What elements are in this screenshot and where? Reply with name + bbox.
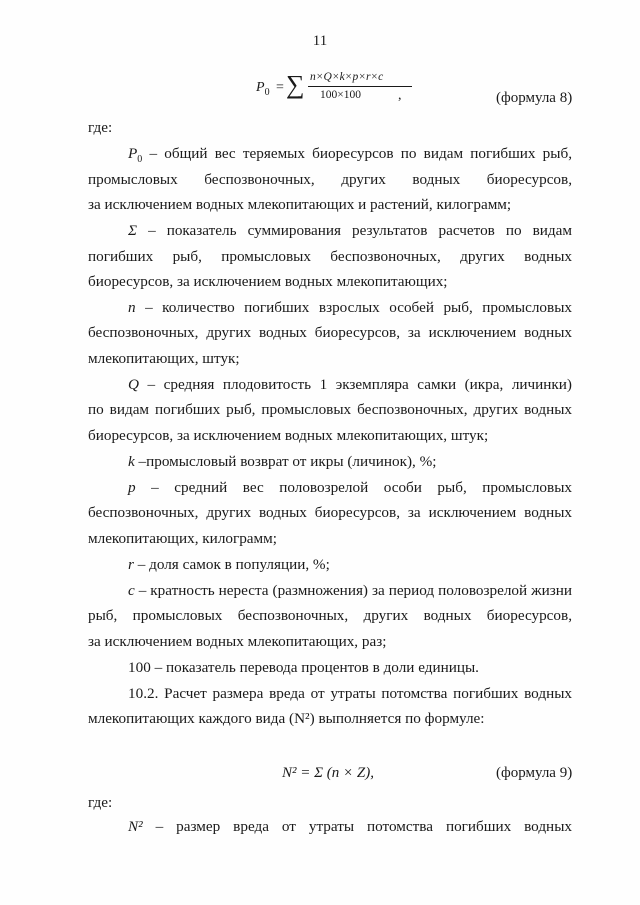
def-p: p – средний вес половозрелой особи рыб, промысловых <box>128 479 572 496</box>
formula-8-denominator: 100×100 <box>320 89 361 101</box>
def-n: n – количество погибших взрослых особей рыб, промысловых <box>128 299 572 316</box>
formula-8 <box>252 66 412 110</box>
formula-8-fraction-bar <box>308 86 412 87</box>
formula-9-tag: (формула 9) <box>496 765 573 781</box>
formula-8-comma: , <box>398 88 402 103</box>
formula-8-lhs: $P_0$ <box>256 80 270 98</box>
def-p0: $P_0$ – общий вес теряемых биоресурсов по видам погибших рыб, <box>128 145 572 166</box>
text-line: за исключением водных млекопитающих, раз; <box>88 633 387 650</box>
text-line: млекопитающих, штук; <box>88 350 240 367</box>
text-line: биоресурсов, за исключением водных млекопитающих, штук; <box>88 427 489 444</box>
def-c: c – кратность нереста (размножения) за период половозрелой жизни <box>128 582 572 599</box>
text-line: погибших рыб, промысловых беспозвоночных, других водных <box>88 248 572 265</box>
text-line: по видам погибших рыб, промысловых беспозвоночных, других водных <box>88 401 572 418</box>
page-number: 11 <box>312 33 328 49</box>
where-label-1: где: <box>88 119 113 136</box>
text-line: за исключением водных млекопитающих и растений, килограмм; <box>88 196 512 213</box>
formula-8-tag: (формула 8) <box>496 90 573 106</box>
formula-8-numerator: n×Q×k×p×r×c <box>310 71 384 83</box>
def-100: 100 – показатель перевода процентов в доли единицы. <box>128 659 479 676</box>
text-line: беспозвоночных, других водных биоресурсов, за исключением водных <box>88 504 572 521</box>
text-line: биоресурсов, за исключением водных млекопитающих; <box>88 273 448 290</box>
def-q: Q – средняя плодовитость 1 экземпляра самки (икра, личинки) <box>128 376 572 393</box>
text-line: беспозвоночных, других водных биоресурсов, за исключением водных <box>88 324 572 341</box>
def-k: k –промысловый возврат от икры (личинок), %; <box>128 453 437 470</box>
def-n2: N² – размер вреда от утраты потомства погибших водных <box>128 818 572 835</box>
section-10-2: 10.2. Расчет размера вреда от утраты потомства погибших водных <box>128 685 572 702</box>
text-line: промысловых беспозвоночных, других водных биоресурсов, <box>88 171 572 188</box>
def-r: r – доля самок в популяции, %; <box>128 556 330 573</box>
text-line: млекопитающих каждого вида (N²) выполняется по формуле: <box>88 710 485 727</box>
text-line: рыб, промысловых беспозвоночных, других водных биоресурсов, <box>88 607 572 624</box>
where-label-2: где: <box>88 794 113 811</box>
formula-8-sum-sign: ∑ <box>286 70 305 99</box>
text-line: млекопитающих, килограмм; <box>88 530 277 547</box>
def-sigma: Σ – показатель суммирования результатов расчетов по видам <box>128 222 572 239</box>
formula-9: N² = Σ (n × Z), <box>282 765 374 781</box>
formula-8-equals: = <box>276 80 284 95</box>
